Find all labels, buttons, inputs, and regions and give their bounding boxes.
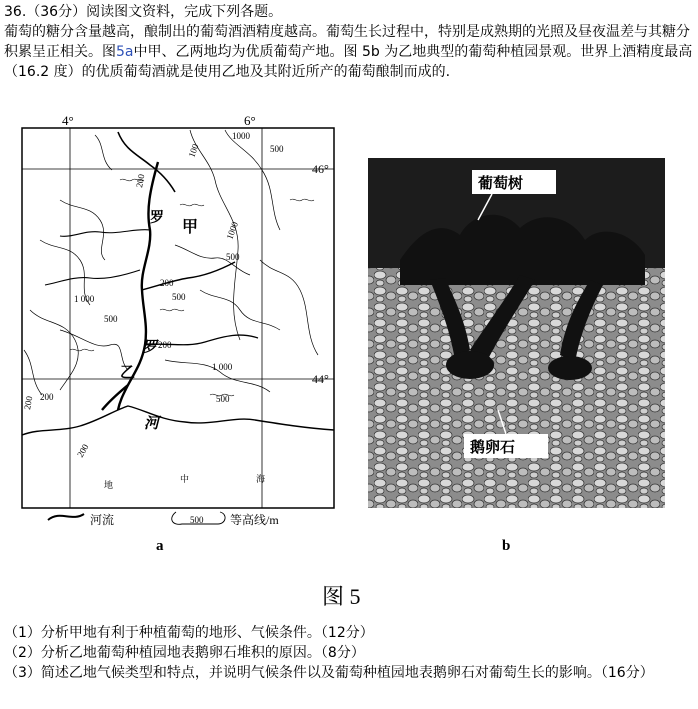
lon-label-4: 4° <box>62 113 74 128</box>
legend-river-label: 河流 <box>90 513 115 527</box>
photo-sublabel: b <box>502 538 511 554</box>
question-3: （3）简述乙地气候类型和特点，并说明气候条件以及葡萄种植园地表鹅卵石对葡萄生长的影响。（16分） <box>4 665 654 681</box>
intro-paragraph <box>4 22 694 82</box>
question-2: （2）分析乙地葡萄种植园地表鹅卵石堆积的原因。（8分） <box>4 645 365 661</box>
contour-label: 500 <box>270 144 284 154</box>
contour-label: 1 000 <box>74 294 95 304</box>
contour-label: 200 <box>40 392 54 402</box>
contour-label: 200 <box>158 340 172 350</box>
contour-label: 500 <box>216 394 230 404</box>
contour-label: 500 <box>226 252 240 262</box>
label-zhong: 中 <box>180 474 190 484</box>
figure-svg <box>0 110 698 620</box>
intro-text-1: 葡萄的糖分含量越高，酿制出的葡萄酒酒精度越高。葡萄生长过程中，特别是成熟期的光照及昼夜温差与其糖分积累呈正相关。图 <box>4 24 690 60</box>
contour-label: 1 000 <box>212 362 233 372</box>
contour-label: 1000 <box>224 220 241 241</box>
label-cobble: 鹅卵石 <box>470 440 516 456</box>
figure-ref-5a: 5a <box>116 44 134 60</box>
contour-label: 100 <box>186 142 201 159</box>
legend-contour-label: 等高线/m <box>230 513 279 527</box>
question-header: 36.（36分）阅读图文资料，完成下列各题。 <box>4 4 283 20</box>
map-sublabel: a <box>156 538 164 554</box>
label-he: 河 <box>144 416 160 432</box>
label-di: 地 <box>104 480 114 490</box>
photo-b <box>368 158 665 554</box>
figure-title: 图 5 <box>322 584 361 609</box>
lat-label-46: 46° <box>312 162 329 176</box>
question-intro <box>4 2 694 82</box>
map-legend <box>48 512 279 527</box>
label-yi: 乙 <box>120 365 136 381</box>
contour-label: 200 <box>134 173 147 189</box>
legend-river-symbol <box>48 514 84 520</box>
label-tree: 葡萄树 <box>478 176 524 192</box>
question-list <box>4 623 694 683</box>
figure-5 <box>0 110 698 620</box>
label-jia: 甲 <box>182 219 199 236</box>
contour-label: 200 <box>160 278 174 288</box>
contour-label: 500 <box>172 292 186 302</box>
coastline <box>22 406 334 435</box>
lat-label-44: 44° <box>312 372 329 386</box>
contour-label: 200 <box>22 395 35 411</box>
label-hai: 海 <box>256 474 266 484</box>
label-luo-1: 罗 <box>150 211 164 226</box>
map-frame <box>22 128 334 508</box>
map-a <box>22 113 334 554</box>
question-1: （1）分析甲地有利于种植葡萄的地形、气候条件。（12分） <box>4 625 374 641</box>
lon-label-6: 6° <box>244 113 256 128</box>
contour-label: 1000 <box>232 131 250 141</box>
label-luo-2: 罗 <box>142 340 158 356</box>
intro-text-2: 中甲、乙两地均为优质葡萄产地。图 5b 为乙地典型的葡萄种植园景观。世界上酒精度最高（16.2 度）的优质葡萄酒就是使用乙地及其附近所产的葡萄酿制而成的. <box>4 44 693 80</box>
contour-label: 200 <box>75 442 91 459</box>
contour-label: 500 <box>104 314 118 324</box>
legend-contour-value: 500 <box>190 515 204 525</box>
